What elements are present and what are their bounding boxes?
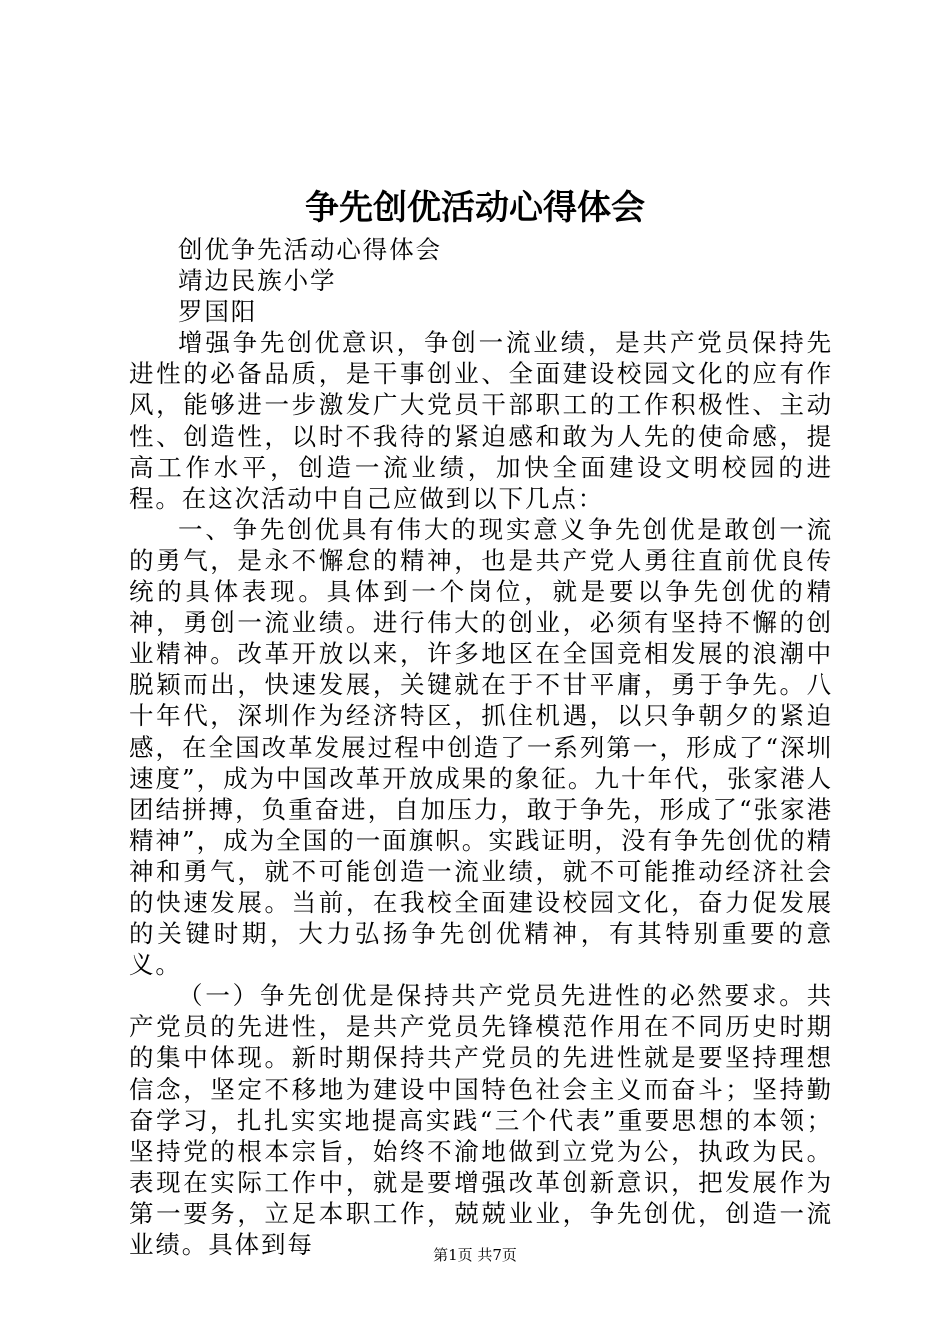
paragraph-author-name: 罗国阳 xyxy=(178,297,258,327)
document-title: 争先创优活动心得体会 xyxy=(305,188,645,228)
paragraph-section-one: 一、争先创优具有伟大的现实意义争先创优是敢创一流的勇气，是永不懈怠的精神，也是共产党人勇往直前优良传统的具体表现。具体到一个岗位，就是要以争先创优的精神，勇创一流业绩。进行伟大的创业，必须有坚持不懈的创业精神。改革开放以来，许多地区在全国竞相发展的浪潮中脱颖而出，快速发展，关键就在于不甘平庸，勇于争先。八十年代，深圳作为经济特区，抓住机遇，以只争朝夕的紧迫感，在全国改革发展过程中创造了一系列第一，形成了“深圳速度”，成为中国改革开放成果的象征。九十年代，张家港人团结拼搏，负重奋进，自加压力，敢于争先，形成了“张家港精神”，成为全国的一面旗帜。实践证明，没有争先创优的精神和勇气，就不可能创造一流业绩，就不可能推动经济社会的快速发展。当前，在我校全面建设校园文化，奋力促发展的关键时期，大力弘扬争先创优精神，有其特别重要的意义。 xyxy=(129,514,833,980)
paragraph-heading-line: 创优争先活动心得体会 xyxy=(178,235,442,264)
page-footer: 第1页 共7页 xyxy=(433,1246,517,1264)
document-body xyxy=(129,234,833,1260)
paragraph-school-name: 靖边民族小学 xyxy=(178,266,337,296)
paragraph-subsection-one: （一）争先创优是保持共产党员先进性的必然要求。共产党员的先进性，是共产党员先锋模范作用在不同历史时期的集中体现。新时期保持共产党员的先进性就是要坚持理想信念，坚定不移地为建设中国特色社会主义而奋斗；坚持勤奋学习，扎扎实实地提高实践“三个代表”重要思想的本领；坚持党的根本宗旨，始终不渝地做到立党为公，执政为民。表现在实际工作中，就是要增强改革创新意识，把发展作为第一要务，立足本职工作，兢兢业业，争先创优，创造一流业绩。具体到每 xyxy=(129,981,833,1259)
paragraph-intro: 增强争先创优意识，争创一流业绩，是共产党员保持先进性的必备品质，是干事创业、全面建设校园文化的应有作风，能够进一步激发广大党员干部职工的工作积极性、主动性、创造性，以时不我待的紧迫感和敢为人先的使命感，提高工作水平，创造一流业绩，加快全面建设文明校园的进程。在这次活动中自己应做到以下几点： xyxy=(129,328,833,513)
